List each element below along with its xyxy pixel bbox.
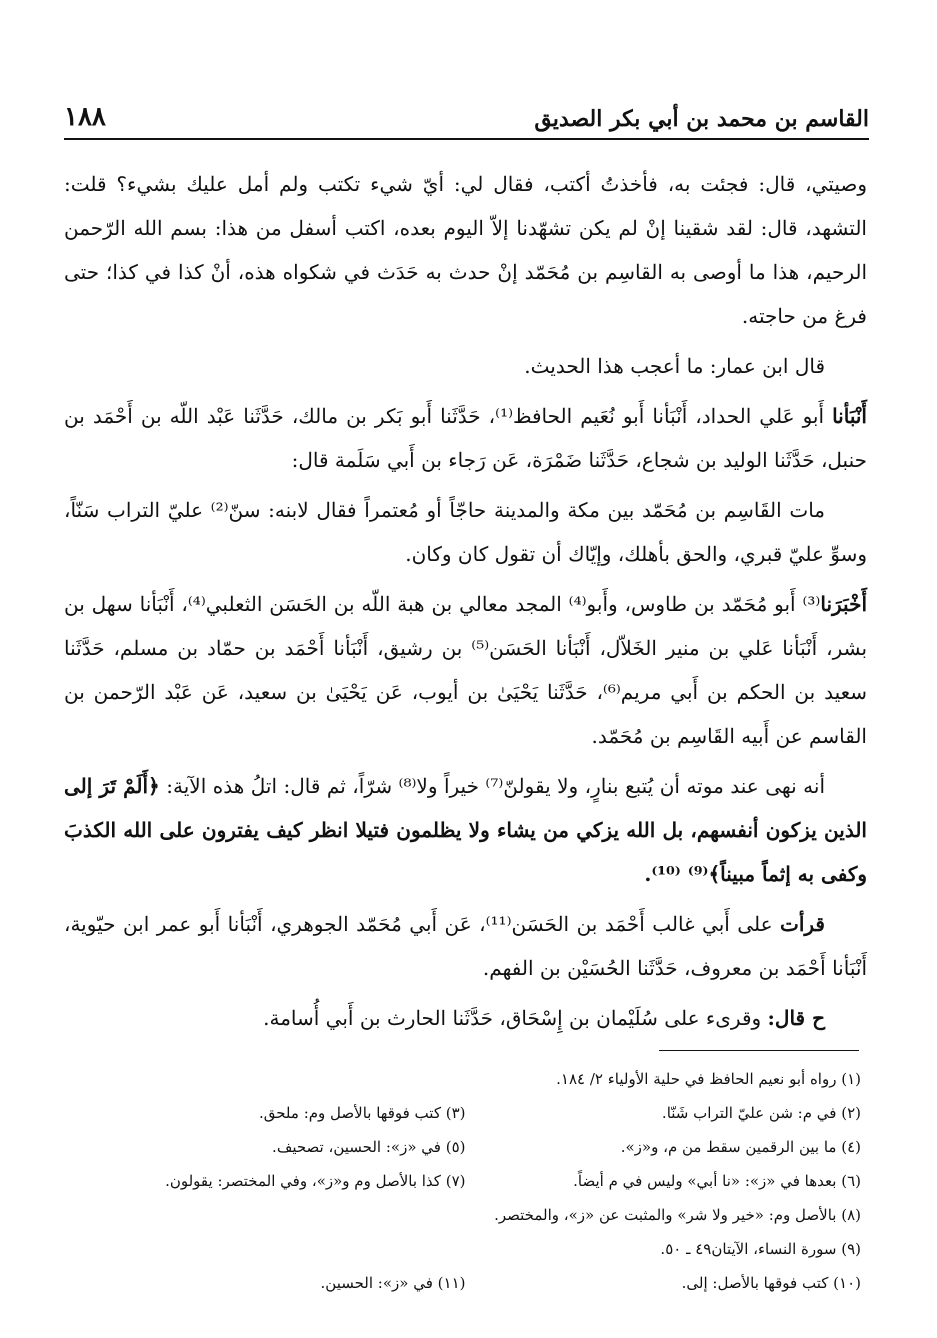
footnote: (٧) كذا بالأصل وم و«ز»، وفي المختصر: يقولون. <box>165 1172 466 1190</box>
paragraph <box>64 488 867 576</box>
footnote-row <box>70 1096 861 1130</box>
footnote: (٢) في م: شن عليّ التراب شَنّا. <box>661 1104 861 1122</box>
footnote-row <box>70 1062 861 1096</box>
paragraph-text: مات القَاسِم بن مُحَمّد بين مكة والمدينة حاجّاً أو مُعتمراً فقال لابنه: سنّ⁽²⁾ عليّ التراب سَنّاً، وسوِّ عليّ قبري، والحق بأهلك، وإيّاك أن تقول كان وكان. <box>64 498 867 566</box>
footnote-row <box>70 1164 861 1198</box>
paragraph <box>64 996 867 1040</box>
footnote: (٣) كتب فوقها بالأصل وم: ملحق. <box>258 1104 466 1122</box>
paragraph <box>64 394 867 482</box>
footnote: (١) رواه أبو نعيم الحافظ في حلية الأولياء ٢/ ١٨٤. <box>556 1070 861 1088</box>
paragraph-text: وقرىء على سُلَيْمان بن إِسْحَاق، حَدَّثَنا الحارث بن أَبي أُسامة. <box>263 1006 768 1030</box>
quran-verse: ﴿أَلَمْ تَرَ إلى الذين يزكون أنفسهم، بل الله يزكي من يشاء ولا يظلمون فتيلا انظر كيف يفترون على الله الكذبَ وكفى به إثماً مبيناً﴾⁽⁹⁾ ⁽¹⁰⁾. <box>64 774 867 886</box>
running-title: القاسم بن محمد بن أبي بكر الصديق <box>534 106 869 132</box>
footnote: (٥) في «ز»: الحسين، تصحيف. <box>272 1138 466 1156</box>
footnote: (٩) سورة النساء، الآيتان٤٩ ـ ٥٠. <box>660 1240 861 1258</box>
paragraph <box>64 582 867 758</box>
paragraph-text: وصيتي، قال: فجئت به، فأخذتُ أكتب، فقال لي: أيّ شيء تكتب ولم أمل عليك بشيء؟ قلت: التشهد، قال: لقد شقينا إنْ لم يكن تشهّدنا إلاّ اليوم بعده، اكتب أسفل من هذا: بسم الله الرّحمن الرحيم، هذا ما أوصى به القاسِم بن مُحَمّد إنْ حدث به حَدَث في شكواه هذه، أنْ كذا في كذا؛ حتى فرغ من حاجته. <box>64 172 868 328</box>
paragraph-lead-word: قرأت <box>780 912 825 936</box>
paragraph-lead-word: أَخْبَرَنا <box>820 592 867 616</box>
paragraph-lead-word: أَنْبَأنا <box>832 404 867 428</box>
footnote: (١٠) كتب فوقها بالأصل: إلى. <box>681 1274 861 1292</box>
footnote-row <box>70 1198 861 1232</box>
paragraph-text: ⁽³⁾ أَبو مُحَمّد بن طاوس، وأَبو⁽⁴⁾ المجد معالي بن هبة اللّه بن الحَسَن الثعلبي⁽⁴⁾، أَنْبَأنا سهل بن بشر، أَنْبَأنا عَلي بن منير الخَلاّل، أَنْبَأنا الحَسَن⁽⁵⁾ بن رشيق، أَنْبَأنا أَحْمَد بن حمّاد بن مسلم، حَدَّثَنا سعيد بن الحكم بن أَبي مريم⁽⁶⁾، حَدَّثَنا يَحْيَىٰ بن أيوب، عَن يَحْيَىٰ بن سعيد، عَن عَبْد الرّحمن بن القاسم عن أَبيه القَاسِم بن مُحَمّد. <box>64 592 868 748</box>
footnote: (٦) بعدها في «ز»: «نا أبي» وليس في م أيضاً. <box>573 1172 861 1190</box>
paragraph <box>64 902 867 990</box>
footnote: (٨) بالأصل وم: «خير ولا شر» والمثبت عن «ز»، والمختصر. <box>494 1206 861 1224</box>
paragraph-text: على أَبي غالب أَحْمَد بن الحَسَن⁽¹¹⁾، عَن أَبي مُحَمّد الجوهري، أَنْبَأنا أَبو عمر ابن حيّوية، أَنْبَأنا أَحْمَد بن معروف، حَدَّثَنا الحُسَيْن بن الفهم. <box>64 912 867 980</box>
paragraph-text: أَبو عَلي الحداد، أَنْبَأنا أَبو نُعَيم الحافظ⁽¹⁾، حَدَّثَنا أَبو بَكر بن مالك، حَدَّثَنا عَبْد اللّه بن أَحْمَد بن حنبل، حَدَّثَنا الوليد بن شجاع، حَدَّثَنا ضَمْرَة، عَن رَجاء بن أَبي سَلَمة قال: <box>64 404 867 472</box>
page-number: ١٨٨ <box>64 102 106 132</box>
footnote: (٤) ما بين الرقمين سقط من م، و«ز». <box>620 1138 861 1156</box>
footnote-row <box>70 1232 861 1266</box>
footnotes <box>70 1062 861 1300</box>
footnote-row <box>70 1266 861 1300</box>
running-header <box>64 92 869 140</box>
paragraph-text: أنه نهى عند موته أن يُتبع بنارٍ، ولا يقولنّ⁽⁷⁾ خيراً ولا⁽⁸⁾ شرّاً، ثم قال: اتلُ هذه الآية: <box>166 774 826 798</box>
main-text <box>64 162 867 1040</box>
footnote-divider <box>659 1050 859 1051</box>
paragraph <box>64 162 867 338</box>
paragraph-lead-word: ح قال: <box>767 1006 825 1030</box>
paragraph <box>64 764 867 896</box>
paragraph-text: قال ابن عمار: ما أعجب هذا الحديث. <box>524 354 825 378</box>
footnote: (١١) في «ز»: الحسين. <box>320 1274 466 1292</box>
paragraph <box>64 344 867 388</box>
footnote-row <box>70 1130 861 1164</box>
